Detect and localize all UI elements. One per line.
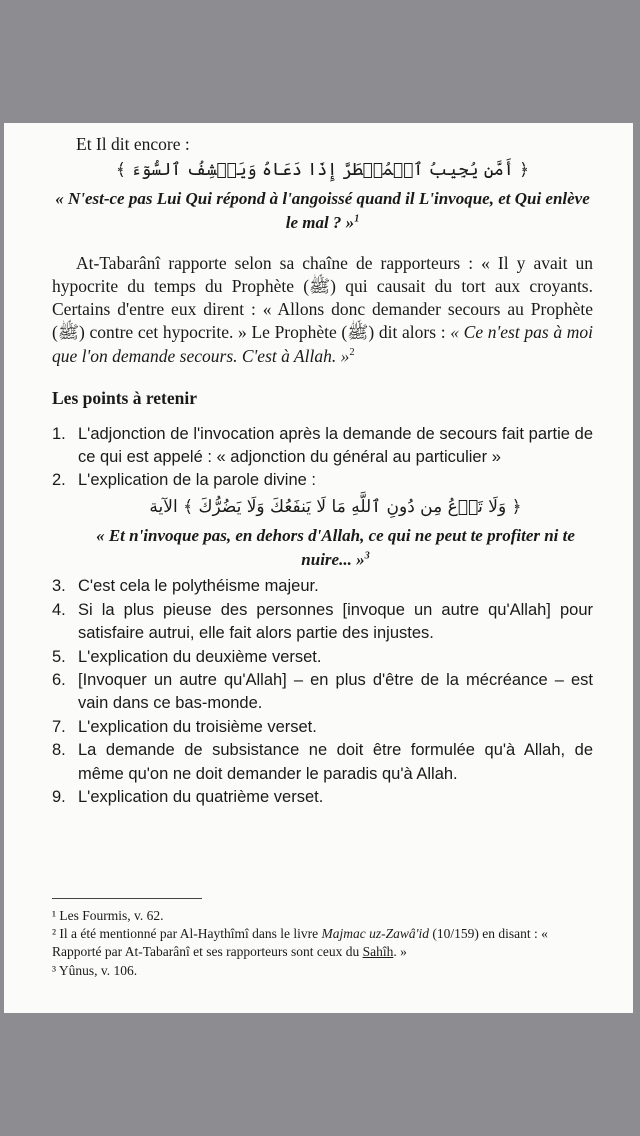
list-number: 1. [52,424,66,443]
list-text: C'est cela le polythéisme majeur. [78,577,319,596]
list-item [52,599,593,646]
footnote-divider [52,898,202,899]
footnote-ref-2: 2 [349,346,355,358]
verse-2-block [78,495,593,571]
verse-1-translation [52,187,593,234]
list-number: 9. [52,788,66,807]
footnote-2 [52,925,593,961]
hadith-paragraph [52,252,593,367]
hadith-text: At-Tabarânî rapporte selon sa chaîne de rapporteurs : « Il y avait un hypocrite du temps du Prophète (ﷺ) qui causait du tort aux croyants. Certains d'entre eux dirent : « Allons donc demander secours au Prophète (ﷺ) contre cet hypocrite. » Le Prophète (ﷺ) dit alors : [52,253,593,343]
list-number: 6. [52,670,66,689]
list-number: 5. [52,647,66,666]
list-text: L'explication de la parole divine : [78,471,316,490]
footnote-2-text-a: ² Il a été mentionné par Al-Haythîmî dans le livre [52,926,322,942]
intro-text: Et Il dit encore : [76,134,190,154]
footnotes [52,898,593,980]
list-item [52,423,593,470]
book-page [4,123,633,1013]
list-item [52,669,593,716]
footnote-ref-3: 3 [364,550,370,562]
verse-2-translation [78,524,593,571]
footnote-3: ³ Yûnus, v. 106. [52,962,138,978]
footnote-2-book-title: Majmac uz-Zawâ'id [321,926,429,942]
list-number: 8. [52,741,66,760]
footnote-2-text-c: . » [393,944,407,960]
list-text: L'explication du deuxième verset. [78,647,322,666]
footnote-2-text-b: (10/159) en disant : « Rapporté par At-Tabarânî et ses rapporteurs sont ceux du [52,926,548,960]
verse-2-translation-text: « Et n'invoque pas, en dehors d'Allah, ce qui ne peut te profiter ni te nuire... » [96,526,575,569]
hadith-quote: « Ce n'est pas à moi que l'on demande secours. C'est à Allah. » [52,322,593,366]
list-text: L'explication du quatrième verset. [78,788,324,807]
list-text: [Invoquer un autre qu'Allah] – en plus d'être de la mécréance – est vain dans ce bas-monde. [78,670,593,713]
list-item [52,716,593,739]
list-number: 7. [52,717,66,736]
list-item [52,575,593,598]
points-list [52,423,593,810]
footnote-ref-1: 1 [354,213,360,225]
list-item [52,739,593,786]
footnote-2-sahih: Sahîh [362,944,394,960]
list-item [52,786,593,809]
section-heading: Les points à retenir [52,387,198,408]
list-item [52,469,593,492]
arabic-verse-2: ﴿ وَلَا تَدۡعُ مِن دُونِ ٱللَّهِ مَا لَا يَنفَعُكَ وَلَا يَضُرُّكَ ﴾ الآية [149,496,522,517]
list-item [52,646,593,669]
list-text: L'explication du troisième verset. [78,717,317,736]
list-text: La demande de subsistance ne doit être formulée qu'à Allah, de même qu'on ne doit demander le paradis qu'à Allah. [78,741,593,783]
list-number: 3. [52,577,66,596]
list-text: L'adjonction de l'invocation après la demande de secours fait partie de ce qui est appelé : « adjonction du général au particulier » [78,424,593,467]
list-number: 2. [52,471,66,490]
arabic-verse-1: ﴿ أَمَّن يُجِيبُ ٱلۡمُضۡطَرَّ إِذَا دَعَاهُ وَيَكۡشِفُ ٱلسُّوٓءَ ﴾ [115,159,530,180]
list-number: 4. [52,600,66,619]
footnote-1: ¹ Les Fourmis, v. 62. [52,908,164,923]
list-text: Si la plus pieuse des personnes [invoque un autre qu'Allah] pour satisfaire autrui, elle fait alors partie des injustes. [78,600,593,643]
verse-1-translation-text: « N'est-ce pas Lui Qui répond à l'angoissé quand il L'invoque, et Qui enlève le mal ? » [55,189,590,232]
